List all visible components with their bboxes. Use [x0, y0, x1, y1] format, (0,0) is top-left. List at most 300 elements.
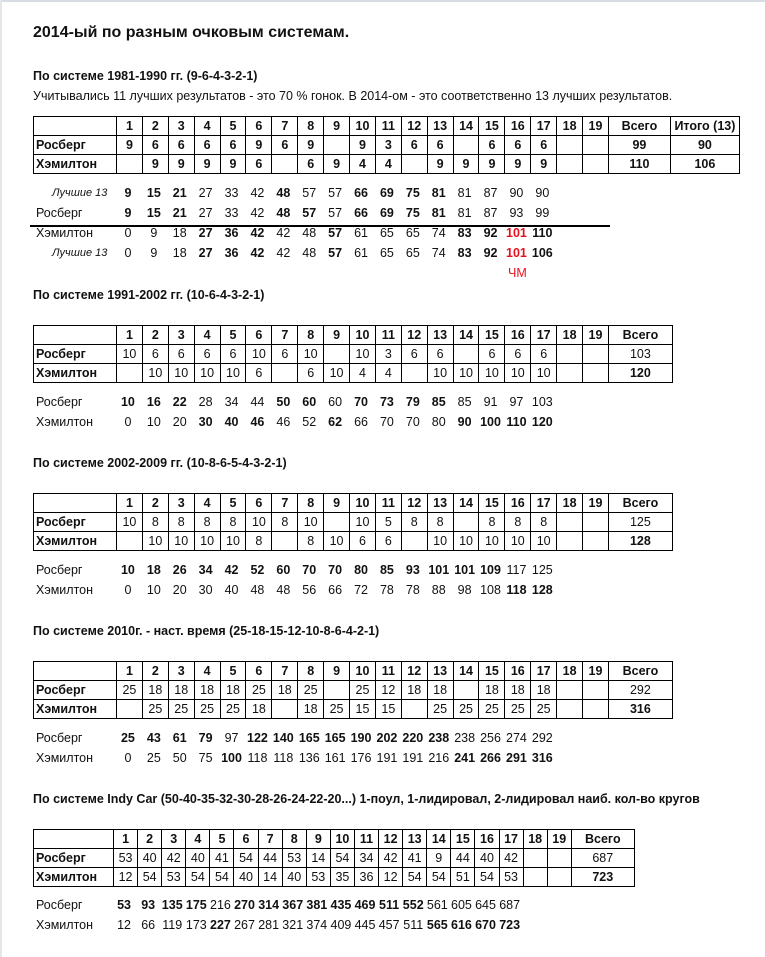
points-cell: 12: [114, 868, 138, 887]
cumulative-value: 27: [198, 226, 213, 240]
column-header: 12: [379, 830, 403, 849]
driver-label: Хэмилтон: [36, 918, 94, 932]
points-cell: 54: [475, 868, 499, 887]
points-cell: 10: [246, 345, 272, 364]
cumulative-value: 48: [276, 186, 291, 200]
column-header: 2: [142, 494, 168, 513]
column-header: 13: [427, 117, 453, 136]
points-cell: [453, 136, 479, 155]
cumulative-value: 101: [428, 563, 450, 577]
section-heading-1991: По системе 1991-2002 гг. (10-6-4-3-2-1): [33, 288, 265, 302]
column-header: 14: [453, 326, 479, 345]
points-cell: 110: [608, 155, 670, 174]
column-header: 3: [168, 662, 194, 681]
points-cell: 10: [427, 532, 453, 551]
cumulative-value: 81: [457, 186, 472, 200]
points-cell: 90: [670, 136, 739, 155]
points-cell: 25: [479, 700, 505, 719]
points-cell: 10: [117, 345, 143, 364]
column-header: 19: [583, 117, 609, 136]
cumulative-value: 70: [354, 395, 368, 409]
points-cell: 9: [168, 155, 194, 174]
points-cell: [583, 364, 609, 383]
points-cell: 10: [220, 532, 246, 551]
cumulative-value: 97: [509, 395, 524, 409]
cumulative-value: 18: [172, 246, 187, 260]
points-cell: 42: [379, 849, 403, 868]
table-row: [34, 868, 635, 887]
points-cell: 8: [194, 513, 220, 532]
cumulative-value: 93: [141, 898, 156, 912]
column-header: 15: [479, 117, 505, 136]
points-cell: 4: [350, 364, 376, 383]
points-cell: 6: [427, 345, 453, 364]
cumulative-row: [36, 206, 636, 226]
cumulative-value: 561: [426, 898, 448, 912]
column-header: 12: [401, 117, 427, 136]
points-cell: 6: [168, 345, 194, 364]
column-header: 13: [427, 662, 453, 681]
cumulative-value: 511: [379, 898, 400, 912]
cumulative-value: 469: [354, 898, 376, 912]
table-row: [34, 136, 740, 155]
cumulative-value: 687: [499, 898, 521, 912]
column-header: 8: [298, 326, 324, 345]
total-cell: 103: [608, 345, 672, 364]
column-header: 8: [298, 494, 324, 513]
column-header: 13: [427, 494, 453, 513]
points-cell: 18: [531, 681, 557, 700]
points-cell: 6: [272, 345, 298, 364]
cumulative-value: 83: [457, 246, 472, 260]
cumulative-value: 241: [454, 751, 476, 765]
cumulative-value: 69: [379, 186, 394, 200]
column-header: 11: [375, 662, 401, 681]
cumulative-value: 291: [506, 751, 527, 765]
driver-name-cell: Росберг: [34, 681, 117, 700]
cumulative-value: 9: [150, 246, 158, 260]
cumulative-value: 314: [258, 898, 280, 912]
column-header: 14: [453, 494, 479, 513]
header-corner-cell: [34, 494, 117, 513]
cumulative-value: 161: [324, 751, 346, 765]
points-cell: 8: [531, 513, 557, 532]
points-cell: [324, 681, 350, 700]
points-cell: 10: [453, 532, 479, 551]
cumulative-value: 0: [124, 226, 132, 240]
cumulative-value: 21: [172, 186, 187, 200]
table-row: [34, 532, 673, 551]
column-header: 12: [401, 662, 427, 681]
points-cell: 9: [194, 155, 220, 174]
cumulative-row: [36, 583, 636, 603]
total-cell: 128: [608, 532, 672, 551]
cumulative-value: 18: [146, 563, 161, 577]
table-row: [34, 681, 673, 700]
cumulative-value: 267: [234, 918, 255, 932]
cumulative-value: 27: [198, 206, 213, 220]
points-cell: 4: [375, 155, 401, 174]
points-cell: 10: [194, 364, 220, 383]
points-cell: 6: [142, 136, 168, 155]
driver-label: Росберг: [36, 206, 83, 220]
column-header: 15: [479, 662, 505, 681]
driver-name-cell: Хэмилтон: [34, 868, 114, 887]
points-cell: [117, 700, 143, 719]
driver-label: Росберг: [36, 563, 83, 577]
cumulative-value: 48: [302, 246, 317, 260]
points-cell: 25: [117, 681, 143, 700]
cumulative-value: 16: [146, 395, 161, 409]
cumulative-value: 65: [379, 226, 394, 240]
cumulative-value: 99: [535, 206, 550, 220]
points-cell: 9: [246, 136, 272, 155]
cumulative-value: 85: [457, 395, 472, 409]
cumulative-value: 723: [499, 918, 521, 932]
points-cell: [583, 532, 609, 551]
points-cell: 18: [168, 681, 194, 700]
points-cell: [523, 868, 547, 887]
cumulative-value: 409: [330, 918, 352, 932]
total-cell: 292: [608, 681, 672, 700]
points-cell: [272, 155, 298, 174]
cumulative-row: [36, 898, 636, 918]
column-header: 8: [298, 117, 324, 136]
cumulative-value: 80: [431, 415, 446, 429]
points-cell: 6: [246, 155, 272, 174]
cumulative-value: 220: [402, 731, 424, 745]
cumulative-value: 50: [172, 751, 187, 765]
column-header: 1: [114, 830, 138, 849]
column-header: 3: [168, 326, 194, 345]
cumulative-value: 85: [431, 395, 446, 409]
cumulative-value: 216: [210, 898, 231, 912]
column-header: 1: [117, 494, 143, 513]
cumulative-value: 81: [431, 186, 446, 200]
column-header: 3: [168, 117, 194, 136]
cumulative-value: 103: [531, 395, 553, 409]
driver-name-cell: Хэмилтон: [34, 155, 117, 174]
points-cell: 25: [194, 700, 220, 719]
column-header: 3: [168, 494, 194, 513]
cumulative-value: 90: [535, 186, 550, 200]
points-cell: 10: [531, 532, 557, 551]
cumulative-value: 97: [224, 731, 239, 745]
points-cell: 35: [330, 868, 354, 887]
points-cell: 10: [505, 532, 531, 551]
column-header: 6: [246, 494, 272, 513]
points-cell: 9: [324, 155, 350, 174]
points-cell: [547, 868, 571, 887]
total-cell: 125: [608, 513, 672, 532]
cumulative-value: 90: [457, 415, 472, 429]
points-cell: 18: [220, 681, 246, 700]
points-cell: 8: [505, 513, 531, 532]
points-cell: [324, 136, 350, 155]
cumulative-value: 60: [302, 395, 317, 409]
points-cell: 54: [330, 849, 354, 868]
cumulative-value: 36: [224, 226, 239, 240]
points-cell: [324, 513, 350, 532]
points-cell: 25: [505, 700, 531, 719]
column-header: 2: [142, 662, 168, 681]
column-header: 2: [142, 117, 168, 136]
cumulative-value: 238: [454, 731, 476, 745]
points-cell: 10: [194, 532, 220, 551]
points-cell: 9: [298, 136, 324, 155]
points-cell: 25: [220, 700, 246, 719]
cumulative-value: 552: [402, 898, 424, 912]
column-header: 18: [523, 830, 547, 849]
cumulative-row: [36, 226, 636, 246]
points-cell: 8: [401, 513, 427, 532]
driver-name-cell: Хэмилтон: [34, 700, 117, 719]
cumulative-value: 106: [531, 246, 553, 260]
cumulative-value: 74: [431, 226, 446, 240]
cumulative-value: 42: [250, 206, 265, 220]
column-header: 17: [531, 662, 557, 681]
cumulative-value: 15: [146, 206, 161, 220]
cumulative-value: 119: [162, 918, 183, 932]
column-header: 3: [162, 830, 186, 849]
cumulative-value: 87: [483, 206, 498, 220]
points-cell: 44: [451, 849, 475, 868]
cumulative-row: [36, 563, 636, 583]
cumulative-value: 75: [198, 751, 213, 765]
column-header: 14: [453, 662, 479, 681]
points-cell: 9: [453, 155, 479, 174]
cumulative-value: 57: [302, 186, 317, 200]
column-header: 6: [246, 326, 272, 345]
points-cell: [401, 700, 427, 719]
points-cell: 9: [427, 155, 453, 174]
column-header: 10: [350, 662, 376, 681]
cumulative-value: 42: [276, 226, 291, 240]
cumulative-value: 22: [172, 395, 187, 409]
cumulative-value: 30: [198, 415, 213, 429]
cumulative-value: 42: [250, 226, 265, 240]
cumulative-value: 316: [531, 751, 553, 765]
cumulative-value: 78: [379, 583, 394, 597]
cumulative-value: 176: [350, 751, 372, 765]
points-cell: 18: [272, 681, 298, 700]
cumulative-value: 90: [509, 186, 524, 200]
points-cell: 10: [298, 345, 324, 364]
cumulative-value: 110: [532, 226, 553, 240]
cumulative-value: 70: [379, 415, 394, 429]
cumulative-value: 10: [120, 563, 135, 577]
cumulative-value: 0: [124, 583, 132, 597]
cumulative-value: 81: [431, 206, 446, 220]
points-cell: 8: [298, 532, 324, 551]
points-cell: [557, 136, 583, 155]
cumulative-value: 46: [250, 415, 265, 429]
cumulative-value: 98: [457, 583, 472, 597]
cumulative-value: 50: [276, 395, 291, 409]
total-cell: 687: [571, 849, 634, 868]
column-header: 4: [194, 117, 220, 136]
cumulative-value: 92: [483, 246, 498, 260]
table-row: [34, 849, 635, 868]
column-header: 7: [272, 326, 298, 345]
cumulative-value: 73: [379, 395, 394, 409]
section-note-1981: Учитывались 11 лучших результатов - это 70 % гонок. В 2014-ом - это соответственно 13 лучших результатов.: [33, 89, 673, 103]
cumulative-value: 46: [276, 415, 291, 429]
cumulative-value: 25: [120, 731, 135, 745]
cumulative-value: 9: [124, 206, 132, 220]
points-cell: 54: [403, 868, 427, 887]
column-header: 11: [375, 117, 401, 136]
cumulative-value: 93: [405, 563, 420, 577]
points-cell: 6: [298, 364, 324, 383]
cumulative-value: 21: [172, 206, 187, 220]
points-cell: [401, 155, 427, 174]
driver-label: Хэмилтон: [36, 583, 94, 597]
cumulative-value: 101: [506, 246, 527, 260]
points-cell: 6: [479, 345, 505, 364]
column-header: 5: [210, 830, 234, 849]
points-cell: 9: [427, 849, 451, 868]
cumulative-value: 78: [405, 583, 420, 597]
points-cell: 8: [272, 513, 298, 532]
cumulative-row: [36, 415, 636, 435]
cumulative-value: 66: [328, 583, 343, 597]
points-cell: 53: [114, 849, 138, 868]
points-cell: 99: [608, 136, 670, 155]
cumulative-value: 61: [172, 731, 187, 745]
cumulative-value: 66: [354, 186, 368, 200]
cumulative-value: 66: [354, 206, 368, 220]
cumulative-value: 65: [405, 226, 420, 240]
points-cell: 9: [505, 155, 531, 174]
section-heading-2002: По системе 2002-2009 гг. (10-8-6-5-4-3-2-1): [33, 456, 287, 470]
table-row: [34, 364, 673, 383]
points-cell: [272, 700, 298, 719]
cumulative-value: 120: [531, 415, 553, 429]
cumulative-value: 10: [120, 395, 135, 409]
points-cell: 42: [499, 849, 523, 868]
points-cell: 9: [479, 155, 505, 174]
column-header: 4: [194, 326, 220, 345]
cumulative-value: 34: [198, 563, 213, 577]
points-cell: 6: [350, 532, 376, 551]
cumulative-value: 9: [150, 226, 158, 240]
cumulative-value: 101: [506, 226, 527, 240]
column-header: 16: [475, 830, 499, 849]
points-cell: 4: [375, 364, 401, 383]
cumulative-value: 125: [531, 563, 553, 577]
cumulative-value: 79: [405, 395, 420, 409]
column-header: 15: [479, 326, 505, 345]
points-cell: 10: [505, 364, 531, 383]
cumulative-value: 40: [224, 583, 239, 597]
table-header-row: [34, 494, 673, 513]
cumulative-value: 48: [250, 583, 265, 597]
points-cell: 40: [186, 849, 210, 868]
driver-name-cell: Росберг: [34, 849, 114, 868]
points-table: [33, 493, 673, 551]
points-cell: 10: [427, 364, 453, 383]
cumulative-value: 33: [224, 206, 239, 220]
cumulative-value: 34: [224, 395, 239, 409]
points-cell: [583, 136, 609, 155]
cumulative-value: 60: [276, 563, 291, 577]
points-cell: 6: [401, 345, 427, 364]
cumulative-value: 645: [475, 898, 496, 912]
column-header: 4: [194, 662, 220, 681]
points-cell: 53: [282, 849, 306, 868]
column-header: 6: [246, 662, 272, 681]
column-header: 9: [324, 494, 350, 513]
points-cell: 3: [375, 345, 401, 364]
points-cell: 18: [246, 700, 272, 719]
cumulative-value: 670: [475, 918, 496, 932]
points-cell: 41: [210, 849, 234, 868]
column-header: 7: [258, 830, 282, 849]
cumulative-value: 367: [282, 898, 304, 912]
points-cell: 8: [246, 532, 272, 551]
driver-label: Хэмилтон: [36, 226, 94, 240]
cumulative-rows: [36, 731, 636, 771]
driver-name-cell: Росберг: [34, 513, 117, 532]
cumulative-value: 9: [124, 186, 132, 200]
cumulative-value: 61: [354, 246, 368, 260]
points-cell: 4: [350, 155, 376, 174]
points-table: [33, 325, 673, 383]
cumulative-value: 118: [506, 583, 527, 597]
cumulative-value: 48: [276, 206, 291, 220]
points-cell: 18: [142, 681, 168, 700]
points-cell: 54: [427, 868, 451, 887]
cumulative-row: [36, 246, 636, 266]
cumulative-value: 91: [483, 395, 498, 409]
points-cell: [401, 364, 427, 383]
cumulative-value: 202: [376, 731, 398, 745]
cumulative-value: 118: [273, 751, 294, 765]
cumulative-value: 70: [302, 563, 317, 577]
column-header: Итого (13): [670, 117, 739, 136]
cumulative-value: 122: [247, 731, 268, 745]
column-header: Всего: [571, 830, 634, 849]
cumulative-value: 57: [328, 206, 343, 220]
total-cell: 723: [571, 868, 634, 887]
points-cell: 40: [282, 868, 306, 887]
cumulative-value: 75: [405, 186, 420, 200]
total-cell: 316: [608, 700, 672, 719]
champion-mark: ЧМ: [508, 266, 527, 280]
points-cell: 10: [479, 364, 505, 383]
table-row: [34, 513, 673, 532]
points-table: [33, 116, 740, 174]
cumulative-row: [36, 731, 636, 751]
cumulative-value: 511: [403, 918, 424, 932]
cumulative-value: 42: [250, 246, 265, 260]
points-cell: [324, 345, 350, 364]
column-header: 12: [401, 494, 427, 513]
driver-label: Хэмилтон: [36, 751, 94, 765]
cumulative-value: 435: [330, 898, 352, 912]
cumulative-row: [36, 395, 636, 415]
cumulative-value: 605: [451, 898, 472, 912]
points-cell: 6: [220, 345, 246, 364]
column-header: 19: [583, 662, 609, 681]
points-cell: 18: [194, 681, 220, 700]
column-header: 16: [505, 326, 531, 345]
table-header-row: [34, 830, 635, 849]
points-cell: 42: [162, 849, 186, 868]
points-cell: 25: [246, 681, 272, 700]
column-header: 10: [330, 830, 354, 849]
